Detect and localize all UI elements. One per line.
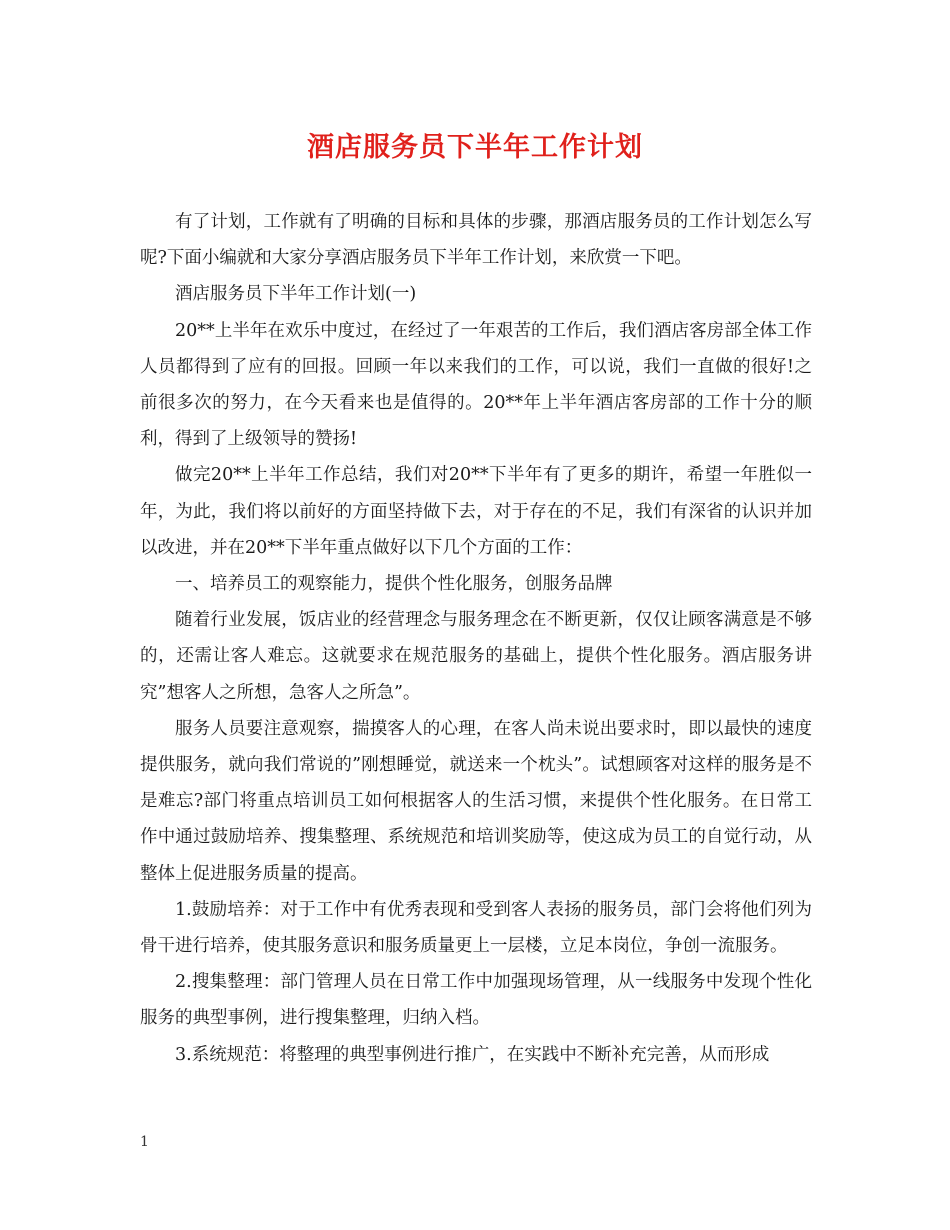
document-body (140, 204, 812, 1073)
paragraph: 20**上半年在欢乐中度过，在经过了一年艰苦的工作后，我们酒店客房部全体工作人员都得到了应有的回报。回顾一年以来我们的工作，可以说，我们一直做的很好!之前很多次的努力，在今天看来也是值得的。20**年上半年酒店客房部的工作十分的顺利，得到了上级领导的赞扬! (140, 320, 812, 450)
paragraph: 做完20**上半年工作总结，我们对20**下半年有了更多的期许，希望一年胜似一年，为此，我们将以前好的方面坚持做下去，对于存在的不足，我们有深省的认识并加以改进，并在20**下半年重点做好以下几个方面的工作： (140, 465, 812, 558)
paragraph: 随着行业发展，饭店业的经营理念与服务理念在不断更新，仅仅让顾客满意是不够的，还需让客人难忘。这就要求在规范服务的基础上，提供个性化服务。酒店服务讲究”想客人之所想，急客人之所急”。 (140, 610, 812, 703)
document-title: 酒店服务员下半年工作计划 (307, 132, 643, 163)
subsection-heading: 一、培养员工的观察能力，提供个性化服务，创服务品牌 (175, 574, 613, 595)
list-item: 2.搜集整理：部门管理人员在日常工作中加强现场管理，从一线服务中发现个性化服务的典型事例，进行搜集整理，归纳入档。 (140, 972, 812, 1029)
section-heading: 酒店服务员下半年工作计划(一) (175, 284, 417, 305)
paragraph: 有了计划，工作就有了明确的目标和具体的步骤，那酒店服务员的工作计划怎么写呢?下面小编就和大家分享酒店服务员下半年工作计划，来欣赏一下吧。 (140, 212, 812, 269)
list-item: 1.鼓励培养：对于工作中有优秀表现和受到客人表扬的服务员，部门会将他们列为骨干进行培养，使其服务意识和服务质量更上一层楼，立足本岗位，争创一流服务。 (140, 899, 812, 957)
paragraph: 服务人员要注意观察，揣摸客人的心理，在客人尚未说出要求时，即以最快的速度提供服务，就向我们常说的”刚想睡觉，就送来一个枕头”。试想顾客对这样的服务是不是难忘?部门将重点培训员工如何根据客人的生活习惯，来提供个性化服务。在日常工作中通过鼓励培养、搜集整理、系统规范和培训奖励等，使这成为员工的自觉行动，从整体上促进服务质量的提高。 (140, 718, 812, 884)
list-item: 3.系统规范：将整理的典型事例进行推广，在实践中不断补充完善，从而形成 (175, 1044, 770, 1065)
page-number: 1 (140, 1134, 149, 1150)
